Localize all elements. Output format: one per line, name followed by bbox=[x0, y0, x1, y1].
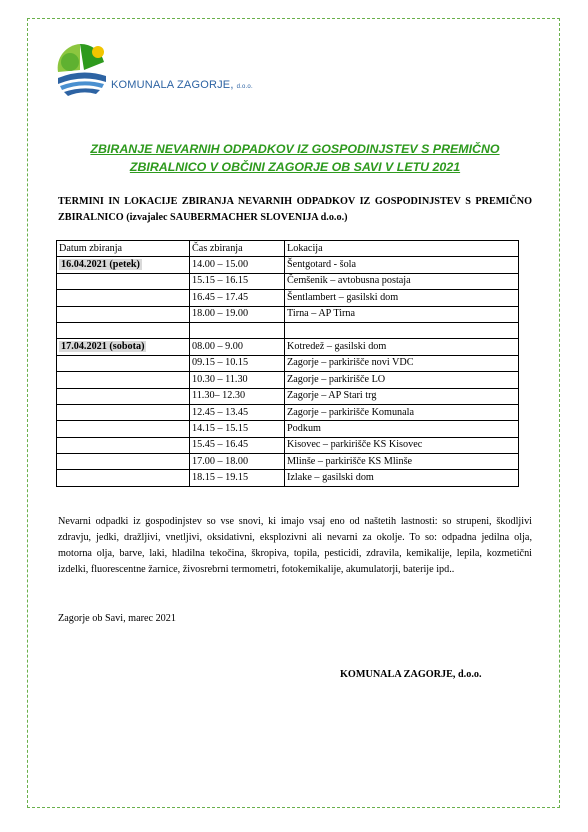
table-row bbox=[57, 290, 519, 306]
cell-time: 09.15 – 10.15 bbox=[190, 355, 285, 371]
cell-time: 16.45 – 17.45 bbox=[190, 290, 285, 306]
cell-date bbox=[57, 388, 190, 404]
cell-date bbox=[57, 470, 190, 486]
cell-date bbox=[57, 372, 190, 388]
cell-date bbox=[57, 339, 190, 355]
cell-location: Šentgotard - šola bbox=[285, 257, 519, 273]
cell-date bbox=[57, 306, 190, 322]
page-title: ZBIRANJE NEVARNIH ODPADKOV IZ GOSPODINJSTEV S PREMIČNO ZBIRALNICO V OBČINI ZAGORJE OB SAVI V LETU 2021 bbox=[90, 142, 500, 174]
table-row bbox=[57, 470, 519, 486]
cell-time: 12.45 – 13.45 bbox=[190, 404, 285, 420]
table-row bbox=[57, 322, 519, 338]
cell-date bbox=[57, 437, 190, 453]
hazardous-waste-note: Nevarni odpadki iz gospodinjstev so vse snovi, ki imajo vsaj eno od naštetih lastnosti: so strupeni, škodljivi zdravju, jedki, dražljivi, vnetljivi, oksidativni, eksplozivni ali nevarni za okolje. To so: odpadna jedilna olja, motorna olja, barve, laki, hladilna tekočina, škropiva, topila, pesticidi, zdravila, kemikalije, lepila, kozmetični izdelki, fluorescentne žarnice, živosrebrni termometri, fotokemikalije, akumulatorji, baterije ipd.. bbox=[58, 516, 532, 575]
cell-location: Šentlambert – gasilski dom bbox=[285, 290, 519, 306]
date-label: 16.04.2021 (petek) bbox=[61, 259, 140, 271]
table-row bbox=[57, 404, 519, 420]
cell-date bbox=[57, 290, 190, 306]
cell-date bbox=[57, 454, 190, 470]
table-row bbox=[57, 257, 519, 273]
table-row bbox=[57, 388, 519, 404]
cell-location: Tirna – AP Tirna bbox=[285, 306, 519, 322]
cell-location: Kotredež – gasilski dom bbox=[285, 339, 519, 355]
cell-time: 14.15 – 15.15 bbox=[190, 421, 285, 437]
cell-time: 15.15 – 16.15 bbox=[190, 273, 285, 289]
cell-time: 08.00 – 9.00 bbox=[190, 339, 285, 355]
cell-location: Zagorje – parkirišče Komunala bbox=[285, 404, 519, 420]
cell-date bbox=[57, 404, 190, 420]
header-time: Čas zbiranja bbox=[190, 241, 285, 257]
header-date: Datum zbiranja bbox=[57, 241, 190, 257]
table-row bbox=[57, 306, 519, 322]
date-label: 17.04.2021 (sobota) bbox=[61, 341, 145, 353]
cell-location: Kisovec – parkirišče KS Kisovec bbox=[285, 437, 519, 453]
cell-date bbox=[57, 257, 190, 273]
cell-location: Čemšenik – avtobusna postaja bbox=[285, 273, 519, 289]
cell-location: Mlinše – parkirišče KS Mlinše bbox=[285, 454, 519, 470]
cell-location: Podkum bbox=[285, 421, 519, 437]
subtitle: TERMINI IN LOKACIJE ZBIRANJA NEVARNIH ODPADKOV IZ GOSPODINJSTEV S PREMIČNO ZBIRALNICO (izvajalec SAUBERMACHER SLOVENIJA d.o.o.) bbox=[58, 196, 532, 223]
table-row bbox=[57, 339, 519, 355]
cell-date bbox=[57, 322, 190, 338]
cell-time: 11.30– 12.30 bbox=[190, 388, 285, 404]
cell-date bbox=[57, 421, 190, 437]
cell-location: Izlake – gasilski dom bbox=[285, 470, 519, 486]
table-row bbox=[57, 355, 519, 371]
cell-time: 15.45 – 16.45 bbox=[190, 437, 285, 453]
header-location: Lokacija bbox=[285, 241, 519, 257]
cell-date bbox=[57, 273, 190, 289]
place-date: Zagorje ob Savi, marec 2021 bbox=[58, 613, 176, 624]
table-row bbox=[57, 437, 519, 453]
signature: KOMUNALA ZAGORJE, d.o.o. bbox=[340, 669, 482, 680]
cell-time: 18.15 – 19.15 bbox=[190, 470, 285, 486]
table-header-row bbox=[57, 241, 519, 257]
cell-date bbox=[57, 355, 190, 371]
cell-location bbox=[285, 322, 519, 338]
komunala-logo-icon bbox=[54, 40, 110, 98]
cell-location: Zagorje – AP Stari trg bbox=[285, 388, 519, 404]
cell-time: 17.00 – 18.00 bbox=[190, 454, 285, 470]
cell-time: 18.00 – 19.00 bbox=[190, 306, 285, 322]
table-row bbox=[57, 372, 519, 388]
table-row bbox=[57, 273, 519, 289]
table-row bbox=[57, 454, 519, 470]
cell-time: 14.00 – 15.00 bbox=[190, 257, 285, 273]
cell-time bbox=[190, 322, 285, 338]
cell-location: Zagorje – parkirišče LO bbox=[285, 372, 519, 388]
cell-time: 10.30 – 11.30 bbox=[190, 372, 285, 388]
table-row bbox=[57, 421, 519, 437]
cell-location: Zagorje – parkirišče novi VDC bbox=[285, 355, 519, 371]
schedule-table bbox=[56, 240, 519, 487]
brand-name: KOMUNALA ZAGORJE, d.o.o. bbox=[111, 79, 253, 91]
